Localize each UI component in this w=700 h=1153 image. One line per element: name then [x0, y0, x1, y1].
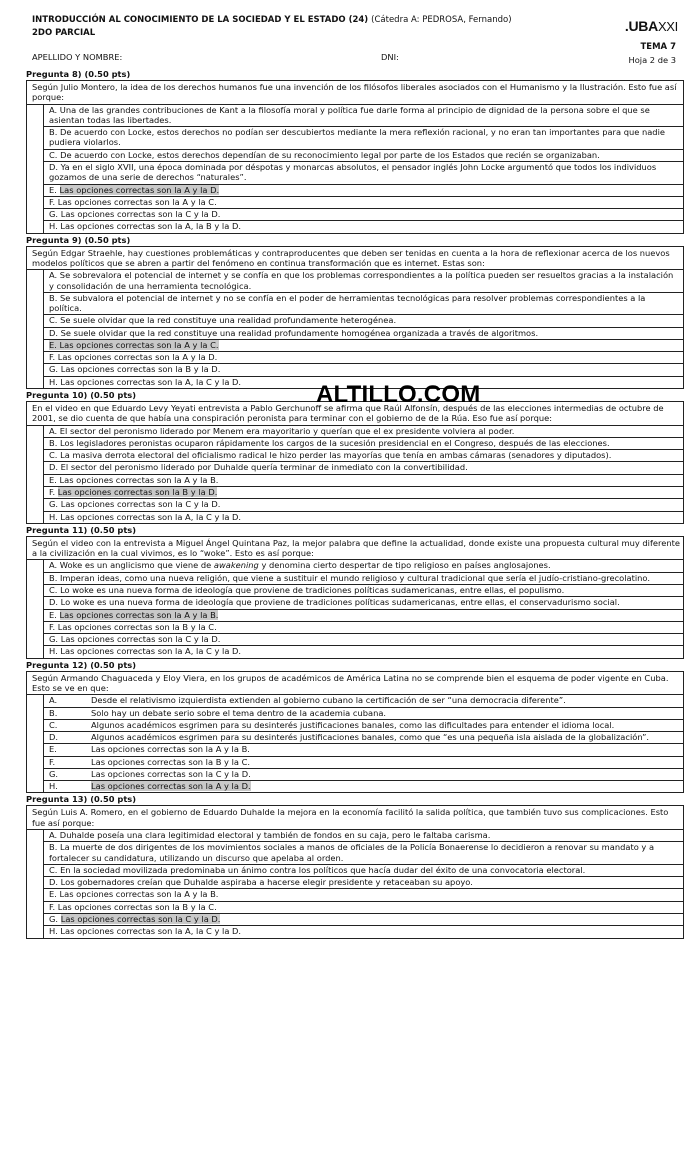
option-a: A. Duhalde poseía una clara legitimidad electoral y también de fondos en su caja, pero le faltaba carisma. — [43, 830, 683, 842]
option-f: F. Las opciones correctas son la A y la C. — [43, 197, 683, 209]
option-text: Algunos académicos esgrimen para su desinterés justificaciones banales, como las dificultades para entender el idioma local. — [91, 719, 615, 730]
course-title — [32, 15, 592, 26]
option-f: F. Las opciones correctas son la A y la D. — [43, 352, 683, 364]
option-d: D. El sector del peronismo liderado por Duhalde quería terminar de inmediato con la convertibilidad. — [43, 462, 683, 474]
tema-label: TEMA 7 — [640, 42, 676, 52]
option-text: Las opciones correctas son la B y la C. — [91, 756, 251, 767]
option-letter: E. — [49, 744, 57, 755]
option-a — [43, 695, 683, 707]
question-9 — [26, 235, 684, 389]
option-b: B. Imperan ideas, como una nueva religión, que viene a sustituir el mundo religioso y cultural tradicional que sería el judío-cristiano-grecolatino. — [43, 573, 683, 585]
option-b: B. Los legisladores peronistas ocuparon rápidamente los cargos de la sucesión presidencial en el Congreso, después de las elecciones. — [43, 438, 683, 450]
option-letter: F. — [49, 756, 56, 767]
option-c — [43, 720, 683, 732]
option-text: Las opciones correctas son la C y la D. — [91, 768, 251, 779]
option-highlighted-text: Las opciones correctas son la A y la D. — [91, 781, 251, 792]
option-h — [43, 781, 683, 792]
option-a: A. El sector del peronismo liderado por Menem era mayoritario y querían que el ex presidente volviera al poder. — [43, 426, 683, 438]
option-letter: G. — [49, 768, 59, 779]
option-h: H. Las opciones correctas son la A, la B y la D. — [43, 221, 683, 232]
option-c: C. De acuerdo con Locke, estos derechos dependían de su reconocimiento legal por parte de los Estados que recién se organizaban. — [43, 150, 683, 162]
option-letter: F. — [49, 487, 58, 497]
catedra: (Cátedra A: PEDROSA, Fernando) — [371, 15, 512, 25]
question-title: Pregunta 8) (0.50 pts) — [26, 69, 131, 79]
option-h: H. Las opciones correctas son la A, la C y la D. — [43, 512, 683, 523]
option-letter: C. — [49, 719, 58, 730]
option-f: F. Las opciones correctas son la B y la C. — [43, 902, 683, 914]
option-f — [43, 757, 683, 769]
option-d: D. Los gobernadores creían que Duhalde aspiraba a hacerse elegir presidente y retaceaban su apoyo. — [43, 877, 683, 889]
option-highlighted-text: Las opciones correctas son la A y la D. — [59, 184, 220, 195]
option-b — [43, 708, 683, 720]
uba-xxi-logo — [625, 18, 678, 35]
option-text: Algunos académicos esgrimen para su desinterés justificaciones banales, como que “es una pequeña isla aislada de la globalización”. — [91, 732, 650, 743]
question-stem: Según el video con la entrevista a Miguel Ángel Quintana Paz, la mejor palabra que define la actualidad, donde existe una propuesta cultural muy diferente a la civilización en la cual vivimos, es lo “woke”. Esto es así porque: — [27, 537, 683, 561]
option-e — [43, 340, 683, 352]
option-a: A. Woke es un anglicismo que viene de awakening y denomina cierto despertar de tipo religioso en países anglosajones. — [43, 560, 683, 572]
question-stem: Según Armando Chaguaceda y Eloy Viera, en los grupos de académicos de América Latina no se comprende bien el esquema de poder vigente en Cuba. Esto se ve en que: — [27, 672, 683, 696]
question-box — [26, 536, 684, 659]
course-name: INTRODUCCIÓN AL CONOCIMIENTO DE LA SOCIEDAD Y EL ESTADO (24) — [32, 15, 369, 25]
option-b: B. De acuerdo con Locke, estos derechos no podían ser descubiertos mediante la mera reflexión racional, y no eran tan importantes para que nadie pudiera violarlos. — [43, 127, 683, 150]
option-letter: B. — [49, 707, 58, 718]
option-d: D. Se suele olvidar que la red constituye una realidad profundamente homogénea organizada a través de algoritmos. — [43, 328, 683, 340]
question-8 — [26, 69, 684, 234]
italic-word: awakening — [213, 560, 259, 571]
option-e: E. Las opciones correctas son la A y la B. — [43, 475, 683, 487]
option-letter: E. — [49, 184, 60, 195]
option-g: G. Las opciones correctas son la C y la D. — [43, 499, 683, 511]
question-stem: Según Julio Montero, la idea de los derechos humanos fue una invención de los filósofos liberales asociados con el Humanismo y la Ilustración. Esto fue así porque: — [27, 81, 683, 105]
question-box — [26, 80, 684, 234]
option-b: B. La muerte de dos dirigentes de los movimientos sociales a manos de oficiales de la Policía Bonaerense lo decidieron a renovar su mandato y a fortalecer su candidatura, utilizando un discurso que apelaba al orden. — [43, 842, 683, 865]
option-highlighted-text: Las opciones correctas son la A y la B. — [59, 609, 219, 620]
option-h: H. Las opciones correctas son la A, la C y la D. — [43, 926, 683, 937]
option-highlighted-text: E. Las opciones correctas son la A y la C. — [49, 339, 219, 350]
question-12 — [26, 660, 684, 794]
question-title: Pregunta 12) (0.50 pts) — [26, 659, 137, 670]
question-stem: Según Luis A. Romero, en el gobierno de Eduardo Duhalde la mejora en la economía facilitó la salida política, que también tuvo sus complicaciones. Esto fue así porque: — [27, 806, 683, 830]
page-number: Hoja 2 de 3 — [628, 55, 676, 65]
option-highlighted-text: Las opciones correctas son la C y la D. — [60, 914, 221, 924]
parcial-label: 2DO PARCIAL — [32, 28, 96, 38]
apellido-field-label: APELLIDO Y NOMBRE: — [32, 52, 123, 62]
option-f: F. Las opciones correctas son la B y la C. — [43, 622, 683, 634]
question-title: Pregunta 13) (0.50 pts) — [26, 794, 137, 805]
option-letter: E. — [49, 609, 60, 620]
dni-field-label: DNI: — [381, 52, 399, 62]
option-text: Las opciones correctas son la A y la B. — [91, 744, 250, 755]
option-g — [43, 769, 683, 781]
option-text: Solo hay un debate serio sobre el tema dentro de la academia cubana. — [91, 707, 387, 718]
question-title: Pregunta 10) (0.50 pts) — [26, 390, 137, 401]
watermark-text: ALTILLO.COM — [316, 381, 481, 408]
question-box — [26, 246, 684, 389]
question-box — [26, 671, 684, 794]
option-letter: A. — [49, 695, 58, 706]
option-letter: D. — [49, 732, 59, 743]
question-title: Pregunta 9) (0.50 pts) — [26, 234, 131, 245]
question-box — [26, 401, 684, 524]
option-d: D. Lo woke es una nueva forma de ideología que proviene de tradiciones políticas sudamericanas, entre ellas, el conservadurismo social. — [43, 597, 683, 609]
option-e — [43, 610, 683, 622]
question-stem: Según Edgar Straehle, hay cuestiones problemáticas y contraproducentes que deben ser tenidas en cuenta a la hora de reflexionar acerca de los nuevos modelos políticos que se abren a partir del fenómeno en continua transformación que es internet. Estas son: — [27, 247, 683, 271]
option-c: C. La masiva derrota electoral del oficialismo radical le hizo perder las mayorías que tenía en ambas cámaras (senadores y diputados). — [43, 450, 683, 462]
exam-page — [26, 14, 684, 939]
question-11 — [26, 525, 684, 659]
question-box — [26, 805, 684, 938]
option-e — [43, 185, 683, 197]
option-g: G. Las opciones correctas son la B y la D. — [43, 364, 683, 376]
option-c: C. En la sociedad movilizada predominaba un ánimo contra los políticos que hacía dudar del éxito de una convocatoria electoral. — [43, 865, 683, 877]
option-f — [43, 487, 683, 499]
logo-xxi-text: XXI — [657, 19, 678, 34]
option-g: G. Las opciones correctas son la C y la D. — [43, 634, 683, 646]
option-e: E. Las opciones correctas son la A y la B. — [43, 889, 683, 901]
question-10 — [26, 390, 684, 524]
option-d — [43, 732, 683, 744]
option-e — [43, 744, 683, 756]
exam-header — [26, 14, 684, 68]
option-b: B. Se subvalora el potencial de internet y no se confía en el poder de herramientas tecnológicas para resolver problemas correspondientes a la política. — [43, 293, 683, 316]
option-h: H. Las opciones correctas son la A, la C y la D. — [43, 646, 683, 657]
option-g — [43, 914, 683, 926]
question-title: Pregunta 11) (0.50 pts) — [26, 524, 137, 535]
option-a: A. Se sobrevalora el potencial de internet y se confía en que los problemas correspondientes a la política pueden ser resueltos gracias a la instalación y consolidación de una herramienta tecnológica. — [43, 270, 683, 293]
option-text: Desde el relativismo izquierdista extienden al gobierno cubano la certificación de ser “una democracia diferente”. — [91, 695, 566, 706]
option-d: D. Ya en el siglo XVII, una época dominada por déspotas y monarcas absolutos, el pensador inglés John Locke argumentó que todos los individuos gozamos de una serie de derechos “naturales”. — [43, 162, 683, 185]
option-a: A. Una de las grandes contribuciones de Kant a la filosofía moral y política fue darle forma al principio de dignidad de la persona sobre el que se asientan todas las libertades. — [43, 105, 683, 128]
option-g: G. Las opciones correctas son la C y la D. — [43, 209, 683, 221]
question-13 — [26, 794, 684, 938]
option-letter: H. — [49, 781, 58, 792]
option-c: C. Lo woke es una nueva forma de ideología que proviene de tradiciones políticas sudamericanas, entre ellas, el populismo. — [43, 585, 683, 597]
question-stem: En el video en que Eduardo Levy Yeyati entrevista a Pablo Gerchunoff se afirma que Raúl Alfonsín, después de las elecciones intermedias de octubre de 2001, se dio cuenta de que había una conspiración peronista para terminar con el gobierno de de la Rúa. Eso fue así porque: — [27, 402, 683, 426]
option-letter: G. — [49, 914, 61, 924]
option-c: C. Se suele olvidar que la red constituye una realidad profundamente heterogénea. — [43, 315, 683, 327]
option-highlighted-text: Las opciones correctas son la B y la D. — [57, 487, 218, 497]
option-h: H. Las opciones correctas son la A, la C y la D. — [43, 377, 683, 388]
logo-uba-text: .UBA — [624, 18, 658, 34]
